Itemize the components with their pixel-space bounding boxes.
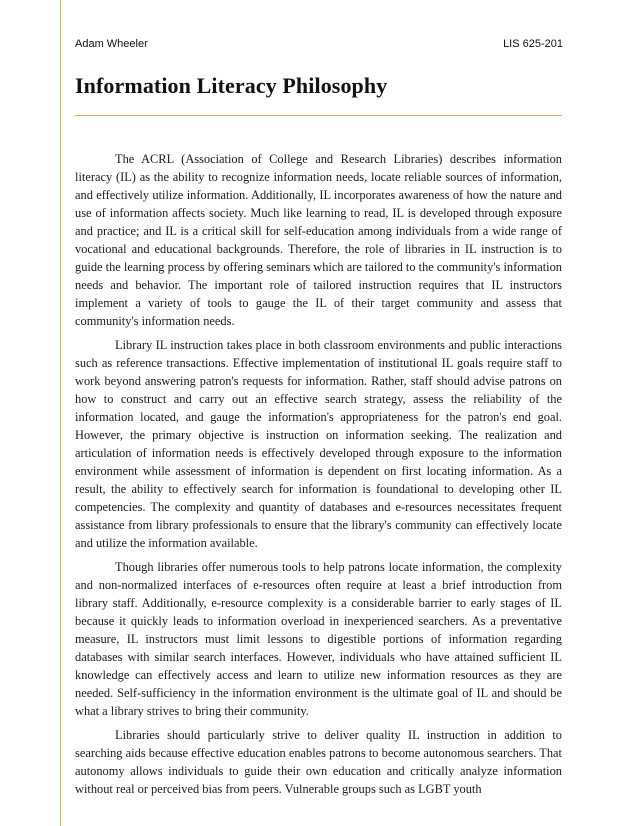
margin-rule <box>60 0 61 826</box>
paragraph: Though libraries offer numerous tools to help patrons locate information, the complexity and non-normalized interfaces of e-resources often require at least a brief introduction from library staff. Additionally, e-resource complexity is a considerable barrier to early stages of IL because it quickly leads to information overload in inexperienced searchers. As a preventative measure, IL instructors must limit lessons to digestible portions of information regarding databases with similar search interfaces. However, individuals who have attained sufficient IL knowledge can effectively access and learn to utilize new information resources as they are needed. Self-sufficiency in the information environment is the ultimate goal of IL and should be what a library strives to bring their community. <box>75 560 562 718</box>
document-title: Information Literacy Philosophy <box>75 73 388 98</box>
course-code: LIS 625-201 <box>503 38 563 50</box>
page-header <box>75 38 563 50</box>
document-body <box>75 150 562 804</box>
author-name: Adam Wheeler <box>75 38 148 50</box>
paragraph: The ACRL (Association of College and Research Libraries) describes information literacy (IL) as the ability to recognize information needs, locate reliable sources of information, and effectively utilize information. Additionally, IL incorporates awareness of how the nature and use of information affects society. Much like learning to read, IL is developed through exposure and practice; and IL is a critical skill for self-education among individuals from a wide range of vocational and educational backgrounds. Therefore, the role of libraries in IL instruction is to guide the learning process by offering seminars which are tailored to the community's information needs and behavior. The important role of tailored instruction requires that IL instructors implement a variety of tools to gauge the IL of their target community and assess that community's information needs. <box>75 152 562 328</box>
paragraph: Libraries should particularly strive to deliver quality IL instruction in addition to searching aids because effective education enables patrons to become autonomous searchers. That autonomy allows individuals to guide their own education and critically analyze information without real or perceived bias from peers. Vulnerable groups such as LGBT youth <box>75 728 562 796</box>
paragraph: Library IL instruction takes place in both classroom environments and public interactions such as reference transactions. Effective implementation of institutional IL goals require staff to work beyond answering patron's requests for information. Rather, staff should advise patrons on how to construct and carry out an effective search strategy, assess the reliability of the information located, and gauge the information's appropriateness for the patron's end goal. However, the primary objective is instruction on information seeking. The realization and articulation of information needs is effectively developed through exposure to the information environment while assessment of information is dependent on first locating information. As a result, the ability to effectively search for information is foundational to developing other IL competencies. The complexity and quantity of databases and e-resources necessitates frequent assistance from library professionals to ensure that the library's community can effectively locate and utilize the information available. <box>75 338 562 550</box>
title-underline <box>75 115 562 116</box>
